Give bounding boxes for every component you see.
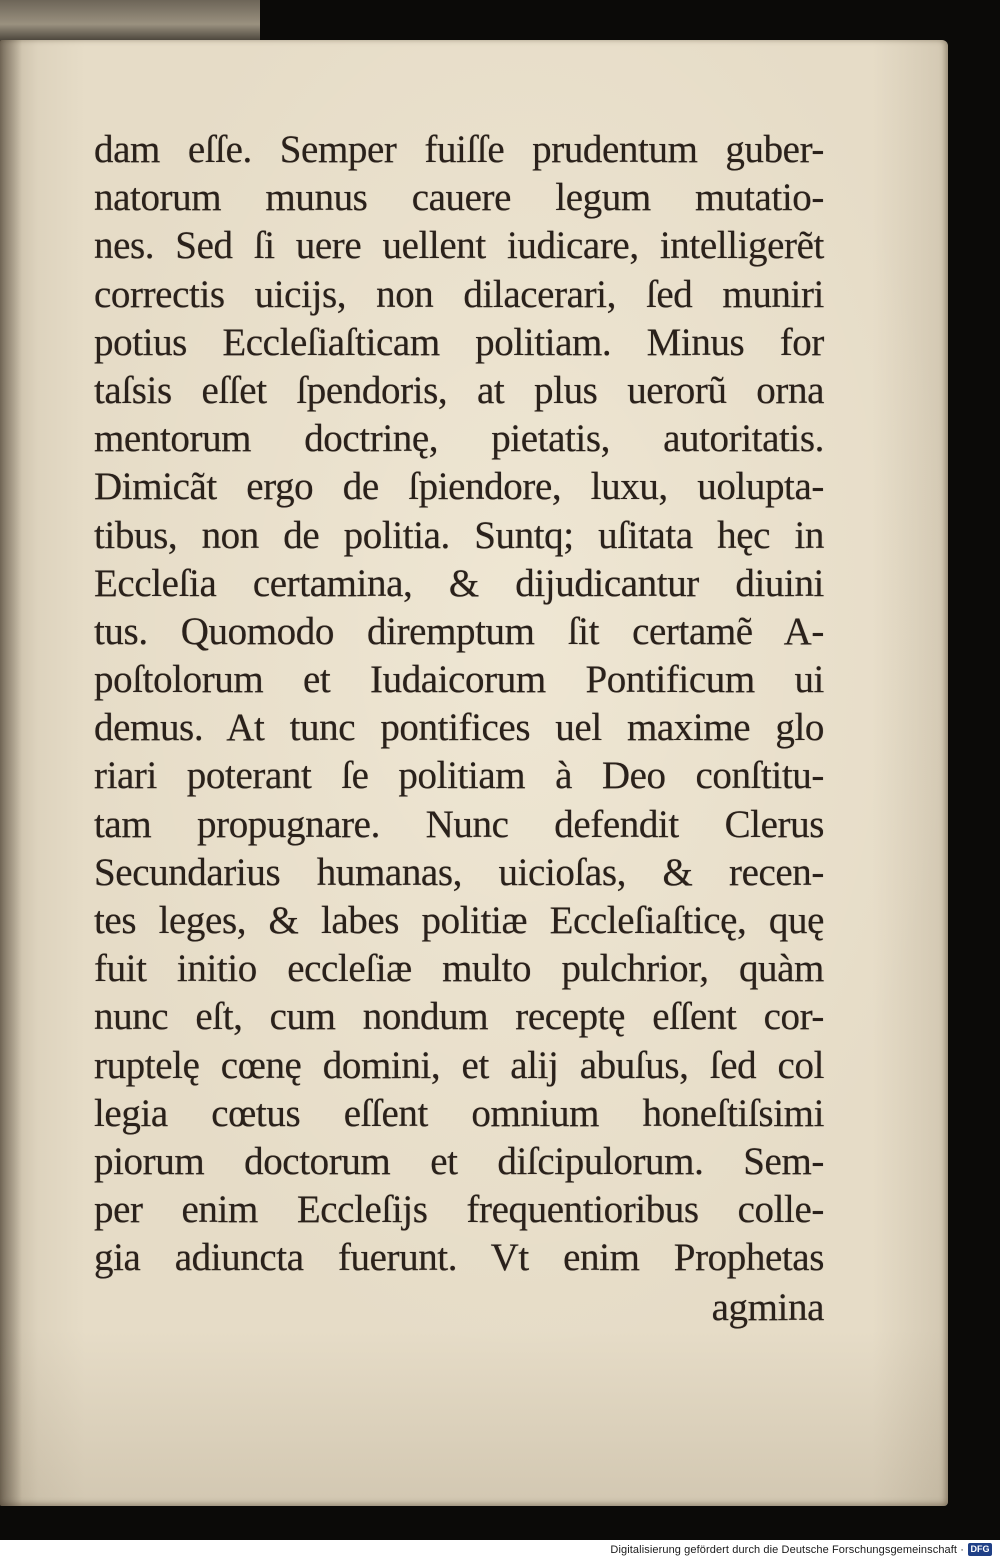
text-line: gia adiuncta fuerunt. Vt enim Prophetas: [94, 1236, 824, 1280]
text-line: potius Eccleſiaſticam politiam. Minus for: [94, 320, 824, 364]
text-line: tam propugnare. Nunc defendit Clerus: [94, 802, 824, 846]
text-line: tus. Quomodo diremptum ſit certamẽ A-: [94, 609, 824, 653]
text-line: per enim Eccleſijs frequentioribus colle-: [94, 1188, 824, 1232]
text-line: nes. Sed ſi uere uellent iudicare, intelligerẽt: [94, 224, 824, 268]
text-line: natorum munus cauere legum mutatio-: [94, 176, 824, 220]
text-line: poſtolorum et Iudaicorum Pontificum ui: [94, 658, 824, 702]
footer-bar: [0, 1540, 1000, 1560]
text-line: fuit initio eccleſiæ multo pulchrior, quàm: [94, 947, 824, 991]
text-line: ruptelę cœnę domini, et alij abuſus, ſed col: [94, 1043, 824, 1087]
text-line: dam eſſe. Semper fuiſſe prudentum guber-: [94, 128, 824, 171]
funding-credit: Digitalisierung gefördert durch die Deutsche Forschungsgemeinschaft ·: [610, 1544, 964, 1556]
text-line: Secundarius humanas, uicioſas, & recen-: [94, 850, 824, 894]
text-line: tes leges, & labes politiæ Eccleſiaſticę, quę: [94, 899, 824, 942]
text-line: Eccleſia certamina, & dijudicantur diuini: [94, 561, 824, 605]
page-text: [94, 126, 824, 1283]
text-line: taſsis eſſet ſpendoris, at plus uerorũ orna: [94, 368, 824, 412]
text-line: tibus, non de politia. Suntq; uſitata hęc in: [94, 513, 824, 557]
text-line: mentorum doctrinę, pietatis, autoritatis.: [94, 417, 824, 461]
spine-shadow: [0, 40, 22, 1506]
text-line: correctis uicijs, non dilacerari, ſed muniri: [94, 272, 824, 316]
page-edge: [0, 0, 260, 44]
text-line: riari poterant ſe politiam à Deo conſtitu-: [94, 754, 824, 798]
text-line: demus. At tunc pontifices uel maxime glo: [94, 706, 824, 750]
catchword: agmina: [711, 1286, 824, 1329]
text-line: legia cœtus eſſent omnium honeſtiſsimi: [94, 1091, 824, 1135]
text-line: piorum doctorum et diſcipulorum. Sem-: [94, 1139, 824, 1183]
dfg-logo: DFG: [968, 1543, 992, 1556]
text-line: Dimicãt ergo de ſpiendore, luxu, uolupta-: [94, 465, 824, 509]
text-line: nunc eſt, cum nondum receptę eſſent cor-: [94, 995, 824, 1039]
